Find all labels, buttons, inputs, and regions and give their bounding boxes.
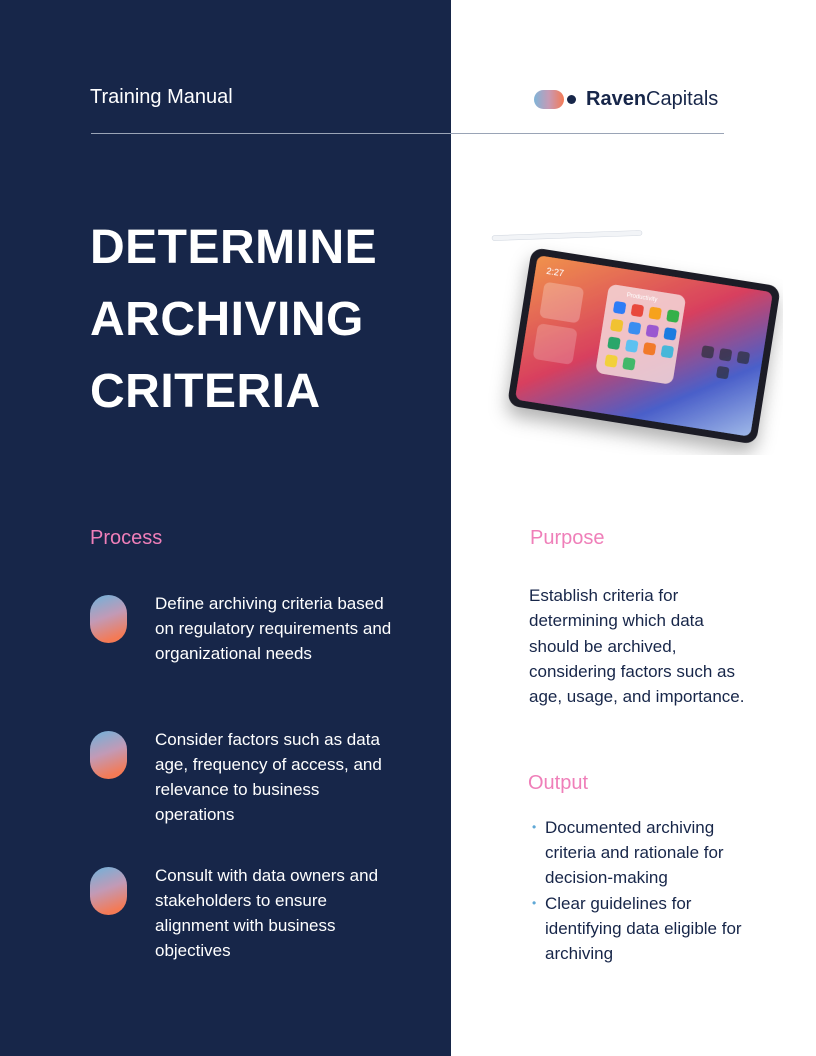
step-marker-icon (90, 731, 127, 779)
step-text: Define archiving criteria based on regulatory requirements and organizational needs (155, 594, 392, 663)
page-title (90, 212, 377, 428)
title-line: DETERMINE (90, 221, 378, 274)
header-divider-right (451, 133, 724, 134)
folder-label: Productivity (626, 292, 658, 304)
purpose-text: Establish criteria for determining which data should be archived, considering factors such as age, usage, and importance. (529, 586, 745, 707)
step-marker-icon (90, 867, 127, 915)
logo-dot-icon (567, 95, 576, 104)
logo-pill-icon (534, 90, 564, 109)
output-item-text: Documented archiving criteria and rationale for decision-making (545, 818, 724, 887)
brand-name-bold: Raven (586, 88, 647, 110)
tablet-time: 2:27 (545, 265, 565, 279)
bullet-icon: • (532, 820, 537, 834)
stylus-pencil (492, 230, 642, 240)
output-item (532, 891, 752, 966)
header-divider-left (91, 133, 451, 134)
title-line: ARCHIVING (90, 293, 364, 346)
document-label: Training Manual (90, 86, 233, 108)
title-line: CRITERIA (90, 365, 321, 418)
tablet-illustration (488, 225, 783, 455)
brand-logo (534, 88, 718, 111)
brand-name-light: Capitals (646, 88, 719, 110)
brand-name (586, 88, 718, 111)
process-heading: Process (90, 527, 163, 549)
step-text: Consider factors such as data age, frequency of access, and relevance to business operations (155, 730, 382, 824)
output-item (532, 815, 752, 890)
step-marker-icon (90, 595, 127, 643)
output-heading: Output (528, 772, 589, 794)
step-text: Consult with data owners and stakeholders to ensure alignment with business objectives (155, 866, 379, 960)
purpose-heading: Purpose (530, 527, 605, 549)
bullet-icon: • (532, 896, 537, 910)
output-list (532, 815, 752, 967)
output-item-text: Clear guidelines for identifying data eligible for archiving (545, 894, 742, 963)
